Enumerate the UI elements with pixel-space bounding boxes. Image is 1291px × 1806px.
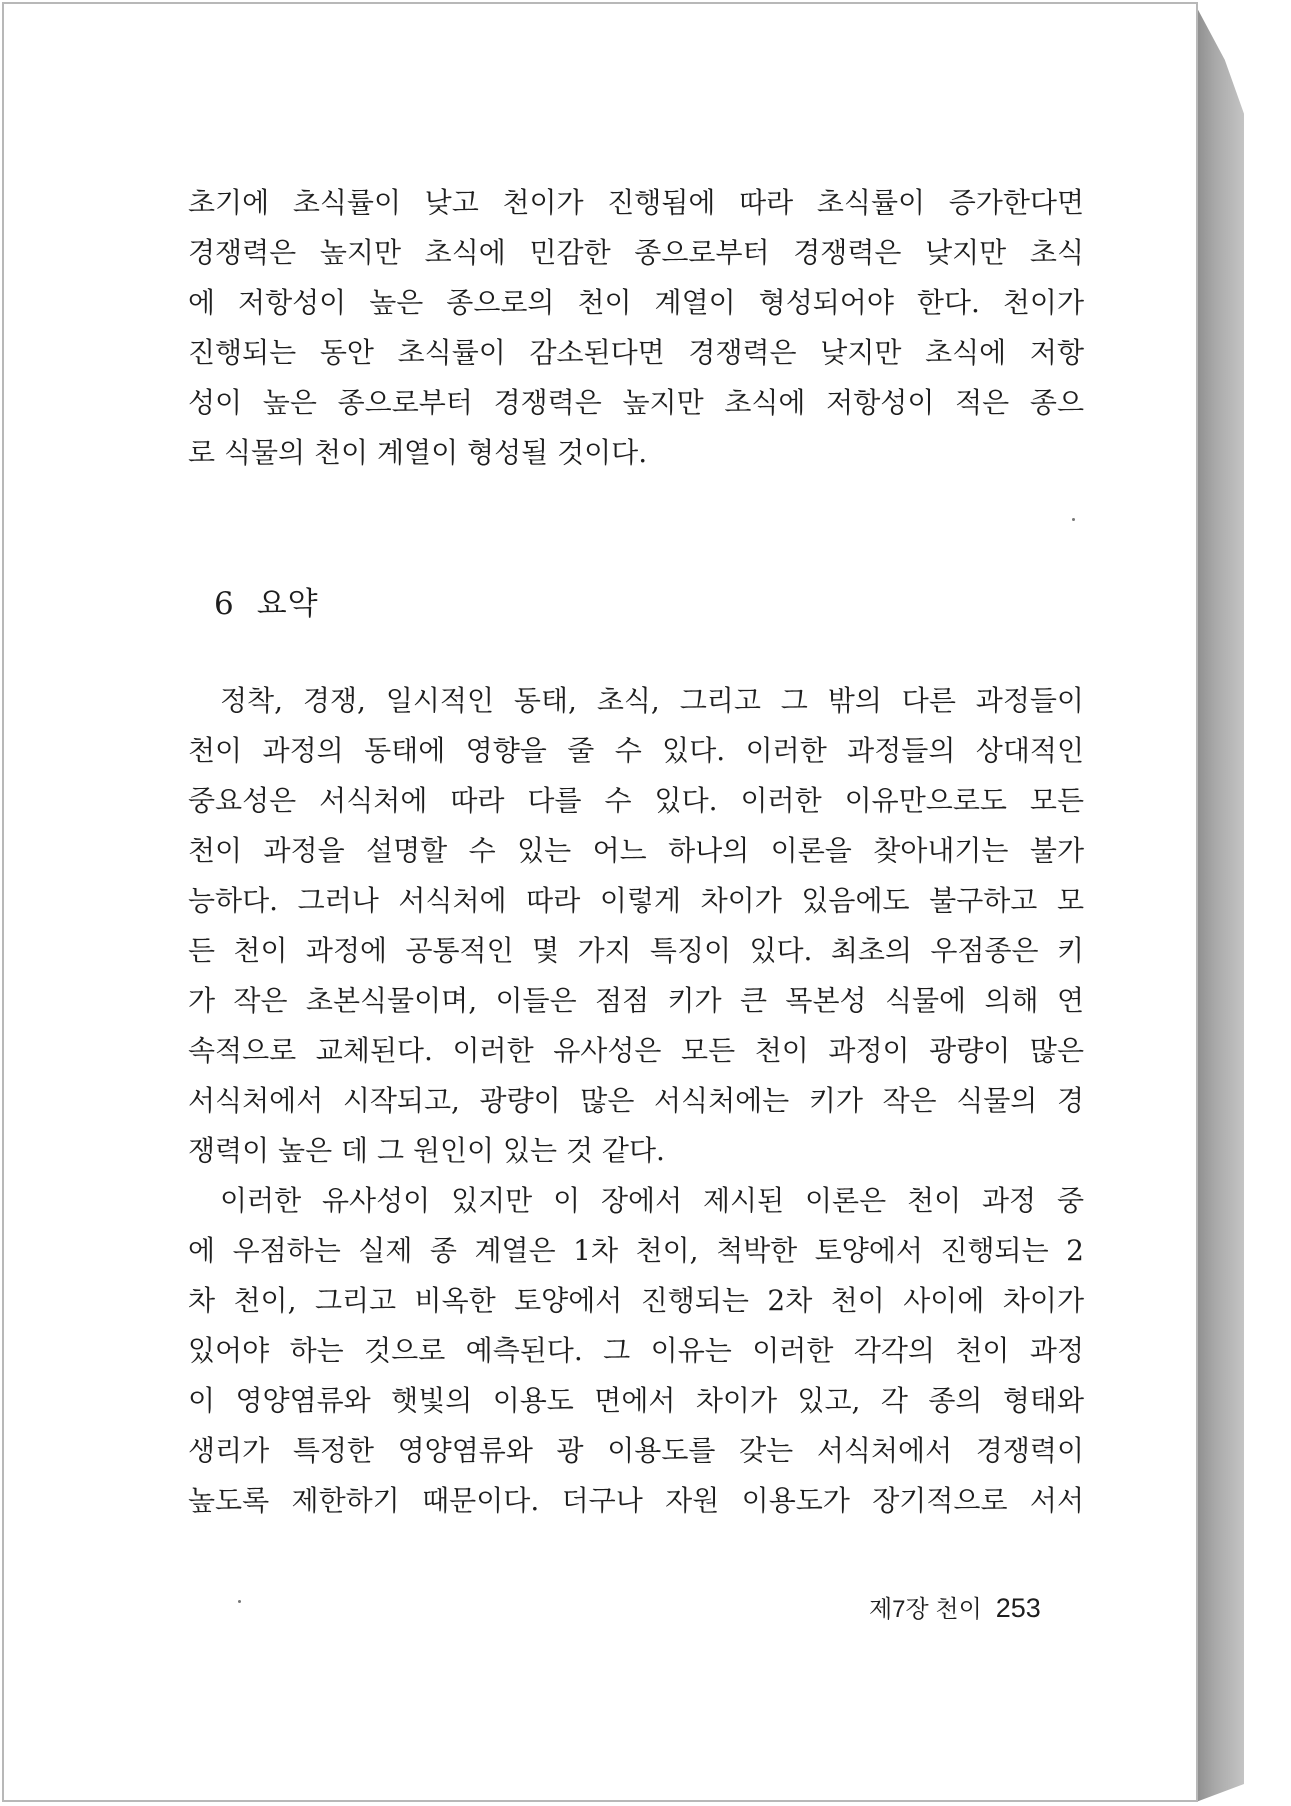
section-heading bbox=[214, 578, 319, 623]
text-line: 이 영양염류와 햇빛의 이용도 면에서 차이가 있고, 각 종의 형태와 bbox=[188, 1384, 1084, 1417]
book-page bbox=[2, 2, 1198, 1802]
text-line: 이러한 유사성이 있지만 이 장에서 제시된 이론은 천이 과정 중 bbox=[220, 1184, 1084, 1217]
text-line: 정착, 경쟁, 일시적인 동태, 초식, 그리고 그 밖의 다른 과정들이 bbox=[220, 684, 1084, 717]
text-line: 에 우점하는 실제 종 계열은 1차 천이, 척박한 토양에서 진행되는 2 bbox=[188, 1234, 1084, 1267]
text-line: 생리가 특정한 영양염류와 광 이용도를 갖는 서식처에서 경쟁력이 bbox=[188, 1434, 1084, 1467]
text-line: 높도록 제한하기 때문이다. 더구나 자원 이용도가 장기적으로 서서 bbox=[188, 1484, 1084, 1517]
text-line: 성이 높은 종으로부터 경쟁력은 높지만 초식에 저항성이 적은 종으 bbox=[188, 386, 1084, 419]
section-number: 6 bbox=[214, 586, 235, 622]
text-line: 에 저항성이 높은 종으로의 천이 계열이 형성되어야 한다. 천이가 bbox=[188, 286, 1084, 319]
text-line: 가 작은 초본식물이며, 이들은 점점 키가 큰 목본성 식물에 의해 연 bbox=[188, 984, 1084, 1017]
running-title: 제7장 천이 bbox=[869, 1596, 982, 1623]
text-line: 경쟁력은 높지만 초식에 민감한 종으로부터 경쟁력은 낮지만 초식 bbox=[188, 236, 1084, 269]
text-line: 천이 과정의 동태에 영향을 줄 수 있다. 이러한 과정들의 상대적인 bbox=[188, 734, 1084, 767]
text-line: 차 천이, 그리고 비옥한 토양에서 진행되는 2차 천이 사이에 차이가 bbox=[188, 1284, 1084, 1317]
text-line: 속적으로 교체된다. 이러한 유사성은 모든 천이 과정이 광량이 많은 bbox=[188, 1034, 1084, 1067]
page-number: 253 bbox=[995, 1593, 1041, 1623]
text-line: 진행되는 동안 초식률이 감소된다면 경쟁력은 낮지만 초식에 저항 bbox=[188, 336, 1084, 369]
page-footer bbox=[869, 1589, 1041, 1624]
summary-paragraphs bbox=[188, 676, 1084, 1526]
text-line: 천이 과정을 설명할 수 있는 어느 하나의 이론을 찾아내기는 불가 bbox=[188, 834, 1084, 867]
scan-speck bbox=[1072, 518, 1075, 521]
section-title: 요약 bbox=[256, 586, 319, 622]
text-line: 든 천이 과정에 공통적인 몇 가지 특징이 있다. 최초의 우점종은 키 bbox=[188, 934, 1084, 967]
text-line: 능하다. 그러나 서식처에 따라 이렇게 차이가 있음에도 불구하고 모 bbox=[188, 884, 1084, 917]
text-line: 쟁력이 높은 데 그 원인이 있는 것 같다. bbox=[188, 1134, 665, 1167]
scan-speck bbox=[238, 1600, 241, 1603]
text-line: 서식처에서 시작되고, 광량이 많은 서식처에는 키가 작은 식물의 경 bbox=[188, 1084, 1084, 1117]
text-line: 초기에 초식률이 낮고 천이가 진행됨에 따라 초식률이 증가한다면 bbox=[188, 186, 1084, 219]
paragraph-succession-herbivory bbox=[188, 178, 1084, 478]
page-stack-edge bbox=[1196, 6, 1244, 1802]
text-line: 중요성은 서식처에 따라 다를 수 있다. 이러한 이유만으로도 모든 bbox=[188, 784, 1084, 817]
text-line: 로 식물의 천이 계열이 형성될 것이다. bbox=[188, 436, 648, 469]
text-line: 있어야 하는 것으로 예측된다. 그 이유는 이러한 각각의 천이 과정 bbox=[188, 1334, 1084, 1367]
